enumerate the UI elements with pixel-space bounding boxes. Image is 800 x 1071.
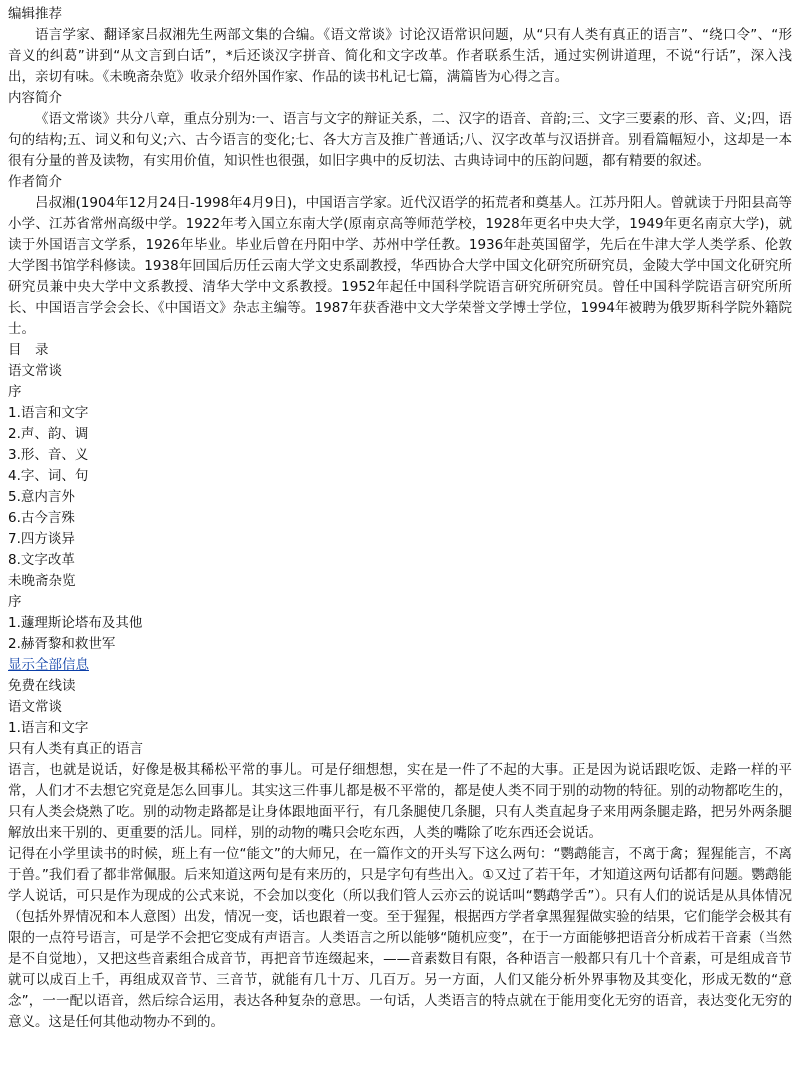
table-of-contents (8, 340, 792, 676)
intro-heading: 内容简介 (8, 90, 62, 106)
toc-heading: 目 录 (8, 342, 49, 358)
reading-section-title: 只有人类有真正的语言 (8, 741, 143, 757)
toc-item: 3.形、音、义 (8, 447, 89, 463)
editor-heading: 编辑推荐 (8, 6, 62, 22)
toc-item: 2.声、韵、调 (8, 426, 89, 442)
toc-item: 2.赫胥黎和救世军 (8, 636, 116, 652)
editor-recommendation (8, 4, 792, 88)
reading-book-title: 语文常谈 (8, 699, 62, 715)
toc-item: 序 (8, 594, 22, 610)
toc-item: 7.四方谈异 (8, 531, 75, 547)
show-all-info-link[interactable]: 显示全部信息 (8, 657, 89, 673)
toc-item: 5.意内言外 (8, 489, 75, 505)
reading-paragraph: 语言，也就是说话，好像是极其稀松平常的事儿。可是仔细想想，实在是一件了不起的大事。正是因为说话跟吃饭、走路一样的平常，人们才不去想它究竟是怎么回事儿。其实这三件事儿都是极不平常的，都是使人类不同于别的动物的特征。别的动物都吃生的，只有人类会烧熟了吃。别的动物走路都是让身体跟地面平行，有几条腿使几条腿，只有人类直起身子来用两条腿走路，把另外两条腿解放出来干别的、更重要的活儿。同样，别的动物的嘴只会吃东西，人类的嘴除了吃东西还会说话。 (8, 762, 792, 841)
toc-item: 未晚斋杂览 (8, 573, 76, 589)
intro-text: 《语文常谈》共分八章，重点分别为:一、语言与文字的辩证关系，二、汉字的语音、音韵;三、文字三要素的形、音、义;四，语句的结构;五、词义和句义;六、古今语言的变化;七、各大方言及推广普通话;八、汉字改革与汉语拼音。别看篇幅短小，这却是一本很有分量的普及读物，有实用价值，知识性也很强，如旧字典中的反切法、古典诗词中的压韵问题，都有精要的叙述。 (8, 111, 792, 169)
author-heading: 作者简介 (8, 174, 62, 190)
reading-heading: 免费在线读 (8, 678, 76, 694)
reading-chapter-title: 1.语言和文字 (8, 720, 89, 736)
content-intro (8, 88, 792, 172)
toc-item: 1.蘧理斯论塔布及其他 (8, 615, 143, 631)
toc-item: 语文常谈 (8, 363, 62, 379)
toc-item: 8.文字改革 (8, 552, 75, 568)
toc-item: 4.字、词、句 (8, 468, 89, 484)
reading-paragraph: 记得在小学里读书的时候，班上有一位“能文”的大师兄，在一篇作文的开头写下这么两句：“鹦鹉能言，不离于禽；猩猩能言，不离于兽。”我们看了都非常佩服。后来知道这两句是有来历的，只是字句有些出入。①又过了若干年，才知道这两句话都有问题。鹦鹉能学人说话，可只是作为现成的公式来说，不会加以变化（所以我们管人云亦云的说话叫“鹦鹉学舌”）。只有人们的说话是从具体情况（包括外界情况和本人意图）出发，情况一变，话也跟着一变。至于猩猩，根据西方学者拿黑猩猩做实验的结果，它们能学会极其有限的一点符号语言，可是学不会把它变成有声语言。人类语言之所以能够“随机应变”，在于一方面能够把语音分析成若干音素（当然是不自觉地），又把这些音素组合成音节，再把音节连缀起来，——音素数目有限，各种语言一般都只有几十个音素，可是组成音节就可以成百上千，再组成双音节、三音节，就能有几十万、几百万。另一方面，人们又能分析外界事物及其变化，形成无数的“意念”，一一配以语音，然后综合运用，表达各种复杂的意思。一句话，人类语言的特点就在于能用变化无穷的语音，表达变化无穷的意义。这是任何其他动物办不到的。 (8, 846, 792, 1030)
free-online-reading (8, 676, 792, 1033)
author-intro (8, 172, 792, 340)
toc-item: 6.古今言殊 (8, 510, 75, 526)
author-text: 吕叔湘(1904年12月24日-1998年4月9日)，中国语言学家。近代汉语学的拓荒者和奠基人。江苏丹阳人。曾就读于丹阳县高等小学、江苏省常州高级中学。1922年考入国立东南大学(原南京高等师范学校，1928年更名中央大学，1949年更名南京大学)，就读于外国语言文学系，1926年毕业。毕业后曾在丹阳中学、苏州中学任教。1936年赴英国留学，先后在牛津大学人类学系、伦敦大学图书馆学科修读。1938年回国后历任云南大学文史系副教授，华西协合大学中国文化研究所研究员，金陵大学中国文化研究所研究员兼中央大学中文系教授、清华大学中文系教授。1952年起任中国科学院语言研究所研究员。曾任中国科学院语言研究所所长、中国语言学会会长、《中国语文》杂志主编等。1987年获香港中文大学荣誉文学博士学位，1994年被聘为俄罗斯科学院外籍院士。 (8, 195, 792, 337)
editor-text: 语言学家、翻译家吕叔湘先生两部文集的合编。《语文常谈》讨论汉语常识问题，从“只有人类有真正的语言”、“绕口令”、“形音义的纠葛”讲到“从文言到白话”，*后还谈汉字拼音、简化和文字改革。作者联系生活，通过实例讲道理，不说“行话”，深入浅出，亲切有味。《未晚斋杂览》收录介绍外国作家、作品的读书札记七篇，满篇皆为心得之言。 (8, 27, 792, 85)
toc-item: 序 (8, 384, 22, 400)
toc-item: 1.语言和文字 (8, 405, 89, 421)
